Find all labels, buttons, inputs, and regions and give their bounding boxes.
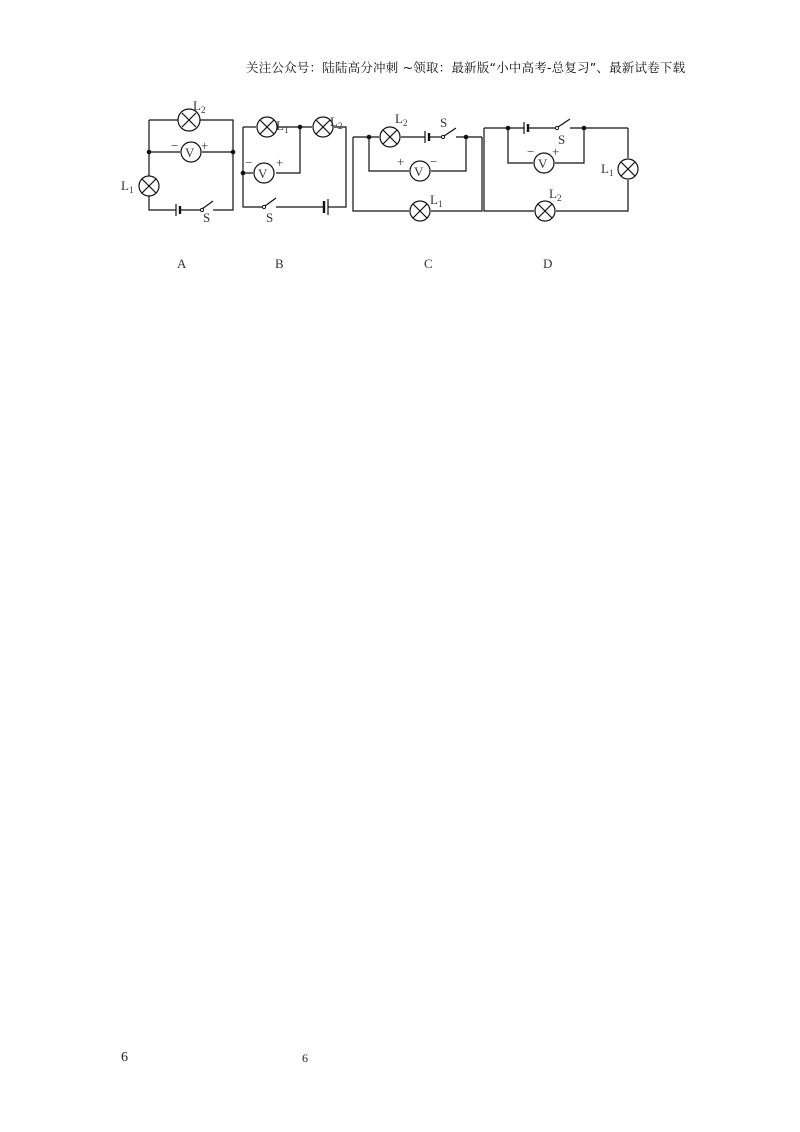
circuit-a xyxy=(121,98,235,225)
lamp-l1-icon xyxy=(257,117,277,137)
voltmeter-minus: − xyxy=(527,144,535,159)
lamp-l2-icon xyxy=(380,127,400,147)
voltmeter-minus: − xyxy=(171,138,179,153)
lamp-l1-label: $L_1$ xyxy=(276,118,289,135)
voltmeter-icon xyxy=(534,153,554,173)
circuit-d xyxy=(484,119,638,221)
lamp-l1-label: $L_1$ xyxy=(601,161,614,178)
switch-label: S xyxy=(203,210,211,225)
voltmeter-icon xyxy=(254,163,274,183)
page-header: 关注公众号：陆陆高分冲刺 ~领取：最新版“小中高考-总复习”、最新试卷下载 xyxy=(246,60,686,75)
voltmeter-icon xyxy=(181,142,201,162)
voltmeter-plus: + xyxy=(552,144,560,159)
voltmeter-plus: + xyxy=(201,138,209,153)
voltmeter-minus: − xyxy=(245,155,253,170)
lamp-l2-label: $L_2$ xyxy=(330,114,343,131)
svg-text:V: V xyxy=(538,156,548,171)
page-number-left: 6 xyxy=(121,1050,128,1065)
circuit-b xyxy=(241,114,346,225)
lamp-l1-label: $L_1$ xyxy=(430,192,443,209)
option-a-label: A xyxy=(177,256,187,271)
svg-text:V: V xyxy=(414,164,424,179)
lamp-l1-icon xyxy=(618,159,638,179)
page-number-center: 6 xyxy=(302,1051,308,1065)
lamp-l2-icon xyxy=(535,201,555,221)
voltmeter-icon xyxy=(410,161,430,181)
voltmeter-minus: − xyxy=(430,154,438,169)
voltmeter-plus: + xyxy=(276,155,284,170)
lamp-l2-label: $L_2$ xyxy=(395,111,408,128)
switch-label: S xyxy=(440,115,448,130)
switch-label: S xyxy=(558,132,566,147)
lamp-l1-label: $L_1$ xyxy=(121,178,134,195)
voltmeter-plus: + xyxy=(397,154,405,169)
switch-label: S xyxy=(266,210,274,225)
lamp-l1-icon xyxy=(139,176,159,196)
circuit-options-figure xyxy=(0,0,800,300)
lamp-l2-label: $L_2$ xyxy=(549,186,562,203)
lamp-l2-label: $L_2$ xyxy=(193,98,206,115)
option-c-label: C xyxy=(424,256,433,271)
svg-text:V: V xyxy=(185,145,195,160)
circuit-c xyxy=(353,111,482,221)
option-d-label: D xyxy=(543,256,553,271)
option-b-label: B xyxy=(275,256,284,271)
svg-text:V: V xyxy=(258,166,268,181)
lamp-l1-icon xyxy=(410,201,430,221)
